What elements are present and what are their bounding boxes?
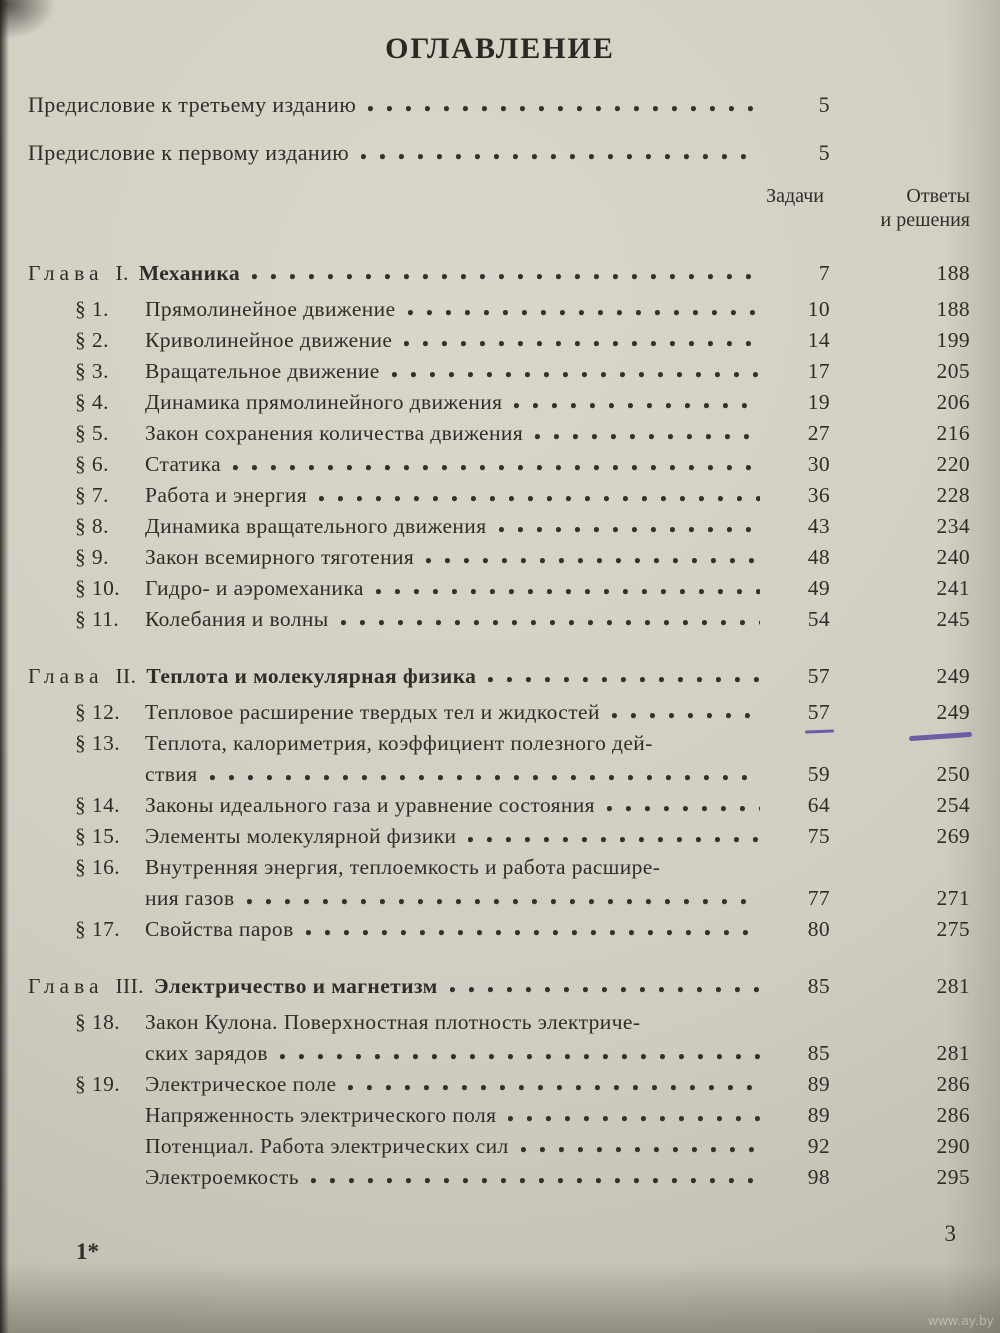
entry-title: Статика (145, 452, 222, 476)
toc-row (28, 511, 970, 542)
dot-leader (252, 274, 760, 280)
section-number: § 5. (75, 421, 109, 445)
tasks-column-header: Задачи (766, 185, 824, 207)
dot-leader (514, 403, 760, 409)
dot-leader (376, 589, 760, 595)
entry-title: ния газов (145, 886, 235, 910)
toc-row (28, 1038, 970, 1069)
dot-leader (348, 1085, 760, 1091)
answers-page: 216 (936, 421, 970, 445)
dot-leader (210, 775, 761, 781)
toc-row (28, 914, 970, 945)
answers-page: 250 (936, 762, 970, 786)
page-number: 3 (944, 1221, 956, 1246)
toc-row (28, 697, 970, 728)
answers-page: 249 (936, 664, 970, 688)
chapter-numeral: III. (115, 974, 144, 998)
toc-row (28, 883, 970, 914)
tasks-page: 98 (807, 1165, 830, 1189)
toc-row (28, 418, 970, 449)
tasks-page: 48 (807, 545, 830, 569)
dot-leader (341, 620, 760, 626)
toc-row (28, 573, 970, 604)
dot-leader (306, 930, 760, 936)
section-number: § 15. (75, 824, 120, 848)
answers-page: 254 (936, 793, 970, 817)
section-number: § 19. (75, 1072, 120, 1096)
tasks-page: 89 (807, 1072, 830, 1096)
dot-leader (361, 154, 760, 160)
answers-header-line2: и решения (880, 209, 970, 231)
entry-title: Теплота и молекулярная физика (146, 664, 477, 688)
dot-leader (247, 899, 760, 905)
toc-row (28, 1069, 970, 1100)
tasks-page: 36 (807, 483, 830, 507)
dot-leader (408, 310, 760, 316)
section-number: § 3. (75, 359, 109, 383)
tasks-page: 10 (807, 297, 830, 321)
column-headers (28, 184, 970, 232)
dot-leader (499, 527, 760, 533)
watermark: www.ay.by (928, 1313, 994, 1328)
section-number: § 11. (75, 607, 120, 631)
dot-leader (426, 558, 760, 564)
chapter-word: Глава (28, 664, 104, 688)
toc-row (28, 759, 970, 790)
preface-label: Предисловие к первому изданию (28, 140, 350, 165)
answers-page: 199 (936, 328, 970, 352)
entry-title: Внутренняя энергия, теплоемкость и работа расшире- (145, 855, 661, 879)
tasks-page: 14 (807, 328, 830, 352)
entry-title: Электричество и магнетизм (153, 974, 438, 998)
dot-leader (450, 987, 760, 993)
toc-row (28, 480, 970, 511)
answers-page: 275 (936, 917, 970, 941)
toc-row (28, 821, 970, 852)
entry-title: Колебания и волны (145, 607, 329, 631)
entry-title: Работа и энергия (145, 483, 308, 507)
tasks-page: 80 (807, 917, 830, 941)
tasks-page: 77 (807, 886, 830, 910)
entry-title: Механика (138, 261, 240, 285)
answers-page: 269 (936, 824, 970, 848)
entry-title: Криволинейное движение (145, 328, 393, 352)
chapter-word: Глава (28, 261, 104, 285)
tasks-page: 89 (807, 1103, 830, 1127)
section-number: § 10. (75, 576, 120, 600)
signature-mark: 1* (76, 1239, 99, 1264)
answers-page: 281 (936, 1041, 970, 1065)
entry-title: Свойства паров (145, 917, 294, 941)
tasks-page: 27 (807, 421, 830, 445)
answers-header-line1: Ответы (906, 185, 970, 207)
entry-title: Законы идеального газа и уравнение состояния (145, 793, 595, 817)
entry-title: Элементы молекулярной физики (145, 824, 457, 848)
toc-row (28, 542, 970, 573)
dot-leader (521, 1147, 760, 1153)
tasks-page: 43 (807, 514, 830, 538)
section-number: § 6. (75, 452, 109, 476)
toc-row (28, 258, 970, 289)
dot-leader (319, 496, 760, 502)
tasks-page: 49 (807, 576, 830, 600)
answers-page: 271 (936, 886, 970, 910)
table-of-contents (28, 88, 970, 1193)
toc-row (28, 661, 970, 692)
answers-page: 188 (936, 297, 970, 321)
section-number: § 8. (75, 514, 109, 538)
entry-title: Закон Кулона. Поверхностная плотность электриче- (145, 1010, 641, 1034)
answers-page: 234 (936, 514, 970, 538)
preface-row (28, 88, 970, 122)
entry-title: Закон всемирного тяготения (145, 545, 415, 569)
answers-page: 281 (936, 974, 970, 998)
entry-title: Электроемкость (145, 1165, 299, 1189)
entry-title: Гидро- и аэромеханика (145, 576, 364, 600)
dot-leader (535, 434, 760, 440)
toc-row (28, 449, 970, 480)
tasks-page: 92 (807, 1134, 830, 1158)
tasks-page: 85 (807, 974, 830, 998)
answers-page: 290 (936, 1134, 970, 1158)
entry-title: Тепловое расширение твердых тел и жидкостей (145, 700, 600, 724)
toc-row (28, 387, 970, 418)
tasks-page: 75 (807, 824, 830, 848)
answers-page: 240 (936, 545, 970, 569)
answers-page: 286 (936, 1072, 970, 1096)
dot-leader (311, 1178, 760, 1184)
tasks-page: 17 (807, 359, 830, 383)
section-number: § 2. (75, 328, 109, 352)
chapter-numeral: II. (115, 664, 137, 688)
dot-leader (607, 806, 760, 812)
entry-title: Потенциал. Работа электрических сил (145, 1134, 509, 1158)
section-number: § 1. (75, 297, 109, 321)
answers-page: 220 (936, 452, 970, 476)
answers-page: 205 (936, 359, 970, 383)
toc-row (28, 1007, 970, 1038)
toc-row (28, 852, 970, 883)
dot-leader (508, 1116, 760, 1122)
section-number: § 4. (75, 390, 109, 414)
toc-row (28, 1131, 970, 1162)
dot-leader (233, 465, 760, 471)
tasks-page: 19 (807, 390, 830, 414)
toc-row (28, 325, 970, 356)
entry-title: Динамика прямолинейного движения (145, 390, 503, 414)
toc-row (28, 1162, 970, 1193)
toc-row (28, 356, 970, 387)
dot-leader (612, 713, 760, 719)
tasks-page: 64 (807, 793, 830, 817)
chapter-word: Глава (28, 974, 104, 998)
chapter-numeral: I. (115, 261, 129, 285)
tasks-page: 85 (807, 1041, 830, 1065)
toc-row (28, 1100, 970, 1131)
section-number: § 18. (75, 1010, 120, 1034)
answers-page: 188 (936, 261, 970, 285)
preface-label: Предисловие к третьему изданию (28, 92, 357, 117)
toc-row (28, 604, 970, 635)
tasks-page: 54 (807, 607, 830, 631)
page-title: ОГЛАВЛЕНИЕ (385, 32, 615, 65)
tasks-page: 57 (768, 697, 830, 728)
preface-page: 5 (818, 92, 830, 117)
entry-title: Электрическое поле (145, 1072, 337, 1096)
toc-list (28, 258, 970, 1193)
tasks-page: 59 (807, 762, 830, 786)
toc-row (28, 790, 970, 821)
dot-leader (392, 372, 760, 378)
tasks-page: 57 (807, 664, 830, 688)
toc-row (28, 294, 970, 325)
dot-leader (404, 341, 760, 347)
tasks-page: 7 (818, 261, 830, 285)
answers-page: 286 (936, 1103, 970, 1127)
toc-row (28, 971, 970, 1002)
section-number: § 16. (75, 855, 120, 879)
preface-page: 5 (818, 140, 830, 165)
section-number: § 17. (75, 917, 120, 941)
entry-title: Динамика вращательного движения (145, 514, 487, 538)
section-number: § 9. (75, 545, 109, 569)
section-number: § 14. (75, 793, 120, 817)
section-number: § 12. (75, 700, 120, 724)
preface-row (28, 136, 970, 170)
section-number: § 13. (75, 731, 120, 755)
entry-title: Вращательное движение (145, 359, 380, 383)
answers-page: 206 (936, 390, 970, 414)
entry-title: Прямолинейное движение (145, 297, 396, 321)
answers-column-header (852, 184, 970, 232)
section-number: § 7. (75, 483, 109, 507)
answers-page: 245 (936, 607, 970, 631)
dot-leader (368, 106, 760, 112)
entry-title: ских зарядов (145, 1041, 268, 1065)
answers-page: 249 (830, 697, 970, 728)
entry-title: ствия (145, 762, 198, 786)
dot-leader (280, 1054, 760, 1060)
dot-leader (468, 837, 760, 843)
entry-title: Напряженность электрического поля (145, 1103, 497, 1127)
entry-title: Закон сохранения количества движения (145, 421, 524, 445)
answers-page: 228 (936, 483, 970, 507)
entry-title: Теплота, калориметрия, коэффициент полезного дей- (145, 731, 653, 755)
tasks-page: 30 (807, 452, 830, 476)
answers-page: 295 (936, 1165, 970, 1189)
answers-page: 241 (936, 576, 970, 600)
dot-leader (488, 677, 760, 683)
